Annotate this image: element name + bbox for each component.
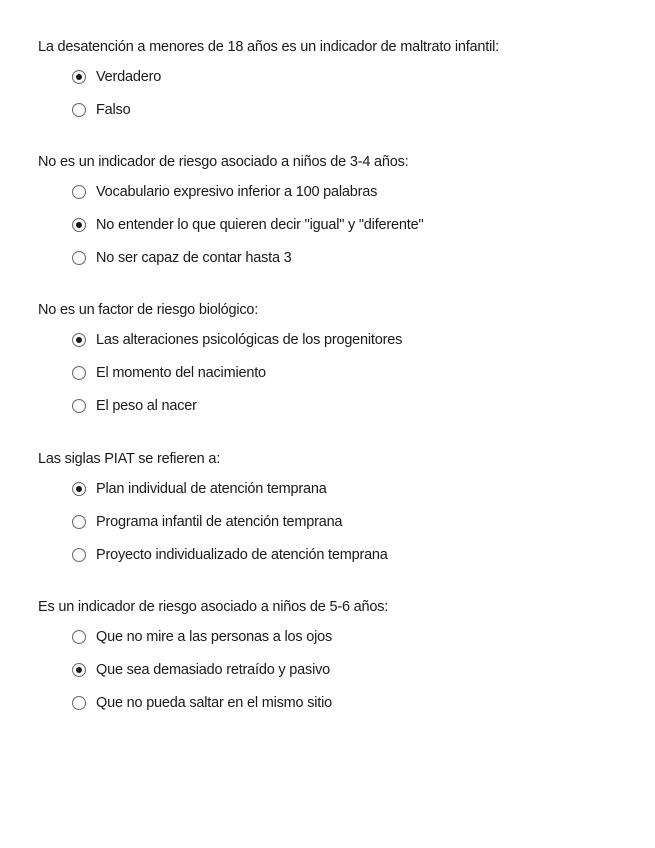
option-label: El peso al nacer: [96, 397, 197, 414]
option-plan-individual[interactable]: [72, 472, 638, 505]
question-text: Es un indicador de riesgo asociado a niños de 5-6 años:: [38, 599, 389, 615]
options-group: [38, 620, 638, 719]
question-text: No es un factor de riesgo biológico:: [38, 302, 259, 318]
option-label: Que no mire a las personas a los ojos: [96, 628, 333, 645]
option-label: Falso: [96, 101, 131, 118]
option-saltar-mismo-sitio[interactable]: [72, 686, 638, 719]
radio-button-selected[interactable]: [72, 663, 86, 677]
option-label: No ser capaz de contar hasta 3: [96, 249, 292, 266]
option-proyecto-individualizado[interactable]: [72, 538, 638, 571]
question-4: [38, 450, 638, 571]
options-group: [38, 60, 638, 126]
option-label: Verdadero: [96, 68, 162, 85]
question-text: Las siglas PIAT se refieren a:: [38, 451, 221, 467]
question-5: [38, 598, 638, 719]
option-alteraciones-psicologicas[interactable]: [72, 323, 638, 356]
option-vocabulario[interactable]: [72, 175, 638, 208]
option-label: Que sea demasiado retraído y pasivo: [96, 661, 330, 678]
option-igual-diferente[interactable]: [72, 208, 638, 241]
option-label: Que no pueda saltar en el mismo sitio: [96, 694, 333, 711]
radio-button[interactable]: [72, 399, 86, 413]
option-verdadero[interactable]: [72, 60, 638, 93]
options-group: [38, 472, 638, 571]
option-label: Vocabulario expresivo inferior a 100 palabras: [96, 183, 378, 200]
question-3: [38, 301, 638, 422]
option-label: El momento del nacimiento: [96, 364, 266, 381]
options-group: [38, 175, 638, 274]
option-no-mire-ojos[interactable]: [72, 620, 638, 653]
option-falso[interactable]: [72, 93, 638, 126]
option-programa-infantil[interactable]: [72, 505, 638, 538]
radio-button[interactable]: [72, 515, 86, 529]
radio-button[interactable]: [72, 630, 86, 644]
option-retraido-pasivo[interactable]: [72, 653, 638, 686]
radio-button-selected[interactable]: [72, 218, 86, 232]
question-text: La desatención a menores de 18 años es un indicador de maltrato infantil:: [38, 39, 499, 55]
option-momento-nacimiento[interactable]: [72, 356, 638, 389]
options-group: [38, 323, 638, 422]
question-2: [38, 153, 638, 274]
radio-button[interactable]: [72, 366, 86, 380]
radio-button[interactable]: [72, 696, 86, 710]
option-label: Programa infantil de atención temprana: [96, 513, 343, 530]
radio-button[interactable]: [72, 548, 86, 562]
option-label: No entender lo que quieren decir "igual" y "diferente": [96, 216, 424, 233]
option-peso-nacer[interactable]: [72, 389, 638, 422]
radio-button[interactable]: [72, 103, 86, 117]
option-label: Proyecto individualizado de atención temprana: [96, 546, 388, 563]
option-label: Plan individual de atención temprana: [96, 480, 327, 497]
question-1: [38, 38, 638, 126]
radio-button-selected[interactable]: [72, 333, 86, 347]
radio-button[interactable]: [72, 185, 86, 199]
radio-button-selected[interactable]: [72, 482, 86, 496]
radio-button[interactable]: [72, 251, 86, 265]
option-contar-hasta-3[interactable]: [72, 241, 638, 274]
option-label: Las alteraciones psicológicas de los progenitores: [96, 331, 403, 348]
radio-button-selected[interactable]: [72, 70, 86, 84]
question-text: No es un indicador de riesgo asociado a niños de 3-4 años:: [38, 154, 409, 170]
